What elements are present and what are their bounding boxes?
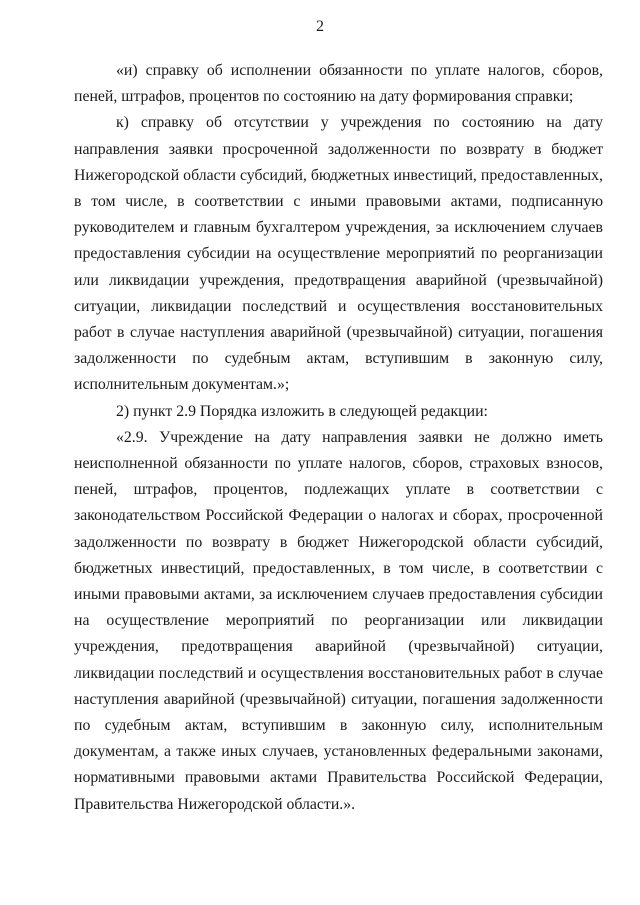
document-body [74, 58, 603, 818]
paragraph-item-k: к) справку об отсутствии у учреждения по состоянию на дату направления заявки просроченной задолженности по возврату в бюджет Нижегородской области субсидий, бюджетных инвестиций, предоставленных, в том числе, в соответствии с иными правовыми актами, подписанную руководителем и главным бухгалтером учреждения, за исключением случаев предоставления субсидии на осуществление мероприятий по реорганизации или ликвидации учреждения, предотвращения аварийной (чрезвычайной) ситуации, ликвидации последствий и осуществления восстановительных работ в случае наступления аварийной (чрезвычайной) ситуации, погашения задолженности по судебным актам, вступившим в законную силу, исполнительным документам.»; [74, 114, 603, 394]
paragraph-item-i: «и) справку об исполнении обязанности по уплате налогов, сборов, пеней, штрафов, процентов по состоянию на дату формирования справки; [74, 62, 603, 106]
paragraph-point-2: 2) пункт 2.9 Порядка изложить в следующей редакции: [116, 402, 488, 420]
paragraph-clause-2-9: «2.9. Учреждение на дату направления заявки не должно иметь неисполненной обязанности по уплате налогов, сборов, страховых взносов, пеней, штрафов, процентов, подлежащих уплате в соответствии с законодательством Российской Федерации о налогах и сборах, просроченной задолженности по возврату в бюджет Нижегородской области субсидий, бюджетных инвестиций, предоставленных, в том числе, в соответствии с иными правовыми актами, за исключением случаев предоставления субсидии на осуществление мероприятий по реорганизации или ликвидации учреждения, предотвращения аварийной (чрезвычайной) ситуации, ликвидации последствий и осуществления восстановительных работ в случае наступления аварийной (чрезвычайной) ситуации, погашения задолженности по судебным актам, вступившим в законную силу, исполнительным документам, а также иных случаев, установленных федеральными законами, нормативными правовыми актами Правительства Российской Федерации, Правительства Нижегородской области.». [74, 428, 603, 813]
page-number: 2 [316, 18, 324, 35]
